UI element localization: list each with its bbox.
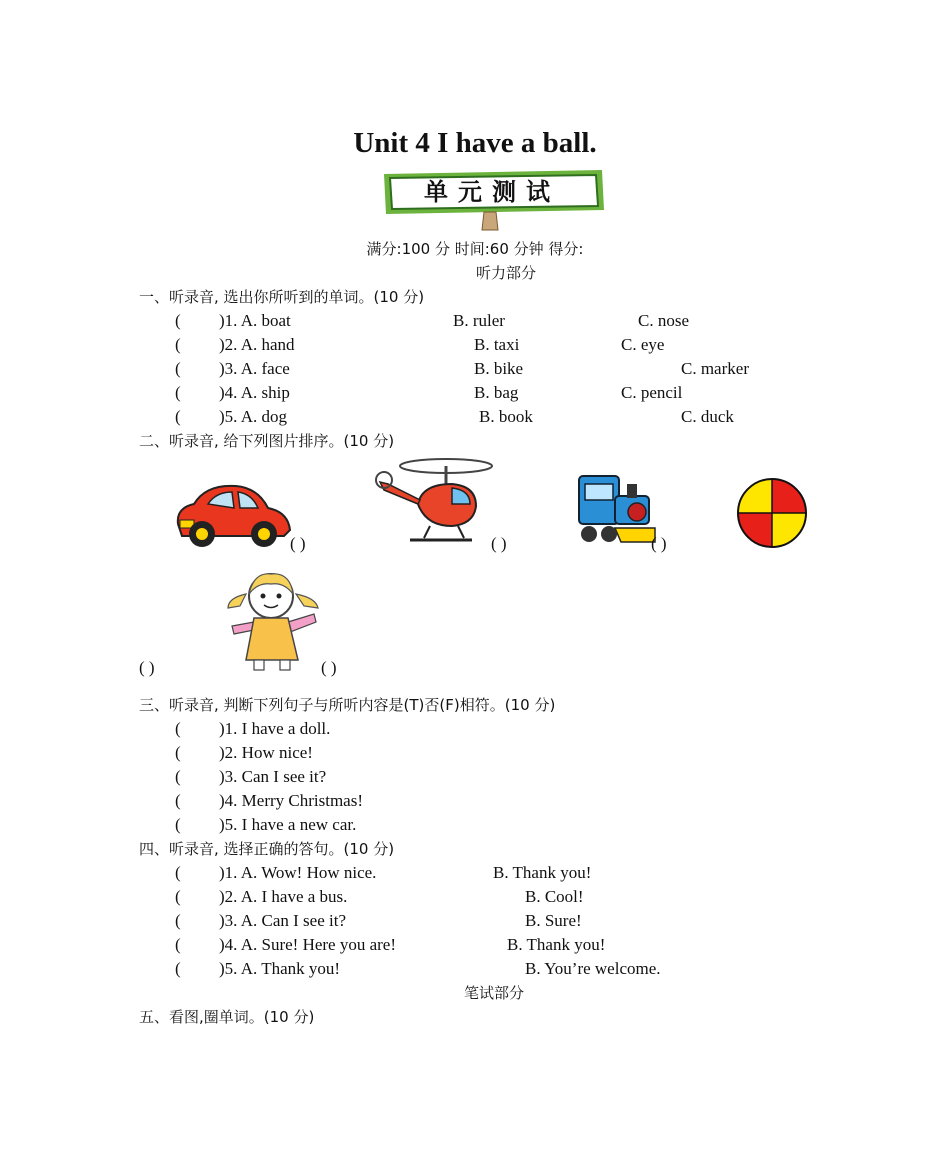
- ball-icon: [736, 477, 808, 549]
- writing-part-header: 笔试部分: [463, 984, 524, 1002]
- section1-heading: 一、听录音, 选出你所听到的单词。(10 分): [139, 288, 425, 306]
- car-icon: [172, 480, 294, 550]
- section3-item: ( )2. How nice!: [175, 743, 313, 762]
- car-answer-blank[interactable]: ( ): [290, 534, 306, 553]
- section3-item: ( )4. Merry Christmas!: [175, 791, 364, 810]
- doll-icon: [224, 570, 322, 674]
- section3-heading: 三、听录音, 判断下列句子与所听内容是(T)否(F)相符。(10 分): [139, 696, 556, 714]
- helicopter-answer-blank[interactable]: ( ): [491, 534, 507, 553]
- score-time-line: 满分:100 分 时间:60 分钟 得分:: [366, 240, 584, 258]
- section3-item: ( )1. I have a doll.: [175, 719, 331, 738]
- section2-heading: 二、听录音, 给下列图片排序。(10 分): [139, 432, 395, 450]
- section3-item: ( )3. Can I see it?: [175, 767, 327, 786]
- unit-test-banner: [380, 166, 606, 232]
- train-icon: [575, 470, 657, 550]
- helicopter-icon: [374, 452, 494, 548]
- banner-text: 单元测试: [424, 178, 560, 206]
- section5-heading: 五、看图,圈单词。(10 分): [139, 1008, 315, 1026]
- doll-answer-blank[interactable]: ( ): [321, 658, 337, 677]
- section4-heading: 四、听录音, 选择正确的答句。(10 分): [139, 840, 395, 858]
- page-title: Unit 4 I have a ball.: [353, 127, 597, 159]
- ball-answer-blank[interactable]: ( ): [139, 658, 155, 677]
- listening-part-header: 听力部分: [475, 264, 536, 282]
- section3-item: ( )5. I have a new car.: [175, 815, 357, 834]
- train-answer-blank[interactable]: ( ): [651, 534, 667, 553]
